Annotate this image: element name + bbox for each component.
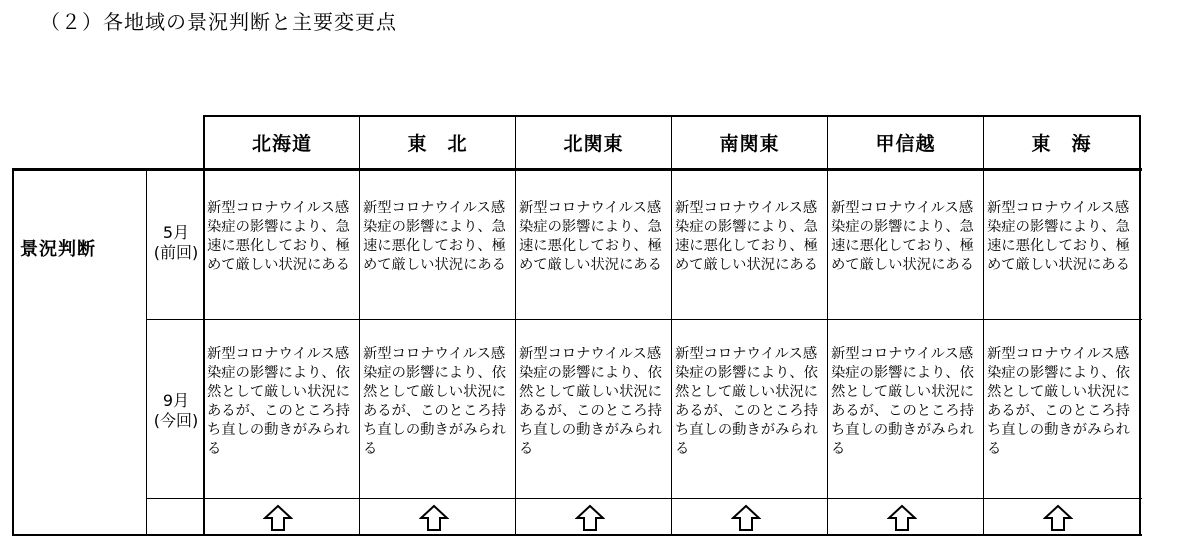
period-previous bbox=[148, 223, 204, 263]
region-header-kitakanto: 北関東 bbox=[563, 132, 624, 155]
period-current-tag: (今回) bbox=[153, 411, 199, 430]
assessment-previous-hokkaido: 新型コロナウイルス感染症の影響により、急速に悪化しており、極めて厳しい状況にある bbox=[207, 200, 350, 273]
up-arrow-icon bbox=[575, 504, 605, 532]
up-arrow-icon bbox=[419, 504, 449, 532]
assessment-previous-kitakanto: 新型コロナウイルス感染症の影響により、急速に悪化しており、極めて厳しい状況にある bbox=[519, 200, 662, 273]
assessment-current-tokai: 新型コロナウイルス感染症の影響により、依然として厳しい状況にあるが、このところ持ち直しの動きがみられる bbox=[987, 346, 1130, 457]
assessment-current-tohoku: 新型コロナウイルス感染症の影響により、依然として厳しい状況にあるが、このところ持ち直しの動きがみられる bbox=[363, 346, 506, 457]
up-arrow-icon bbox=[887, 504, 917, 532]
region-header-tokai: 東 海 bbox=[1031, 132, 1092, 155]
assessment-previous-minamikanto: 新型コロナウイルス感染症の影響により、急速に悪化しており、極めて厳しい状況にある bbox=[675, 200, 818, 273]
assessment-current-hokkaido: 新型コロナウイルス感染症の影響により、依然として厳しい状況にあるが、このところ持ち直しの動きがみられる bbox=[207, 346, 350, 457]
up-arrow-icon bbox=[1043, 504, 1073, 532]
row-label-assessment: 景況判断 bbox=[20, 239, 96, 260]
up-arrow-icon bbox=[263, 504, 293, 532]
region-header-koshinetsu: 甲信越 bbox=[875, 132, 936, 155]
assessment-current-koshinetsu: 新型コロナウイルス感染症の影響により、依然として厳しい状況にあるが、このところ持ち直しの動きがみられる bbox=[831, 346, 974, 457]
period-previous-month: 5月 bbox=[162, 223, 190, 242]
page-title: （２）各地域の景況判断と主要変更点 bbox=[40, 10, 397, 34]
economic-assessment-table bbox=[12, 115, 1142, 536]
up-arrow-icon bbox=[731, 504, 761, 532]
period-current-month: 9月 bbox=[162, 391, 190, 410]
period-current bbox=[148, 391, 204, 431]
assessment-current-kitakanto: 新型コロナウイルス感染症の影響により、依然として厳しい状況にあるが、このところ持ち直しの動きがみられる bbox=[519, 346, 662, 457]
region-header-hokkaido: 北海道 bbox=[251, 132, 312, 155]
assessment-previous-tohoku: 新型コロナウイルス感染症の影響により、急速に悪化しており、極めて厳しい状況にある bbox=[363, 200, 506, 273]
assessment-previous-koshinetsu: 新型コロナウイルス感染症の影響により、急速に悪化しており、極めて厳しい状況にある bbox=[831, 200, 974, 273]
region-header-minamikanto: 南関東 bbox=[719, 132, 780, 155]
assessment-previous-tokai: 新型コロナウイルス感染症の影響により、急速に悪化しており、極めて厳しい状況にある bbox=[987, 200, 1130, 273]
region-header-tohoku: 東 北 bbox=[407, 132, 468, 155]
assessment-current-minamikanto: 新型コロナウイルス感染症の影響により、依然として厳しい状況にあるが、このところ持ち直しの動きがみられる bbox=[675, 346, 818, 457]
period-previous-tag: (前回) bbox=[153, 243, 199, 262]
